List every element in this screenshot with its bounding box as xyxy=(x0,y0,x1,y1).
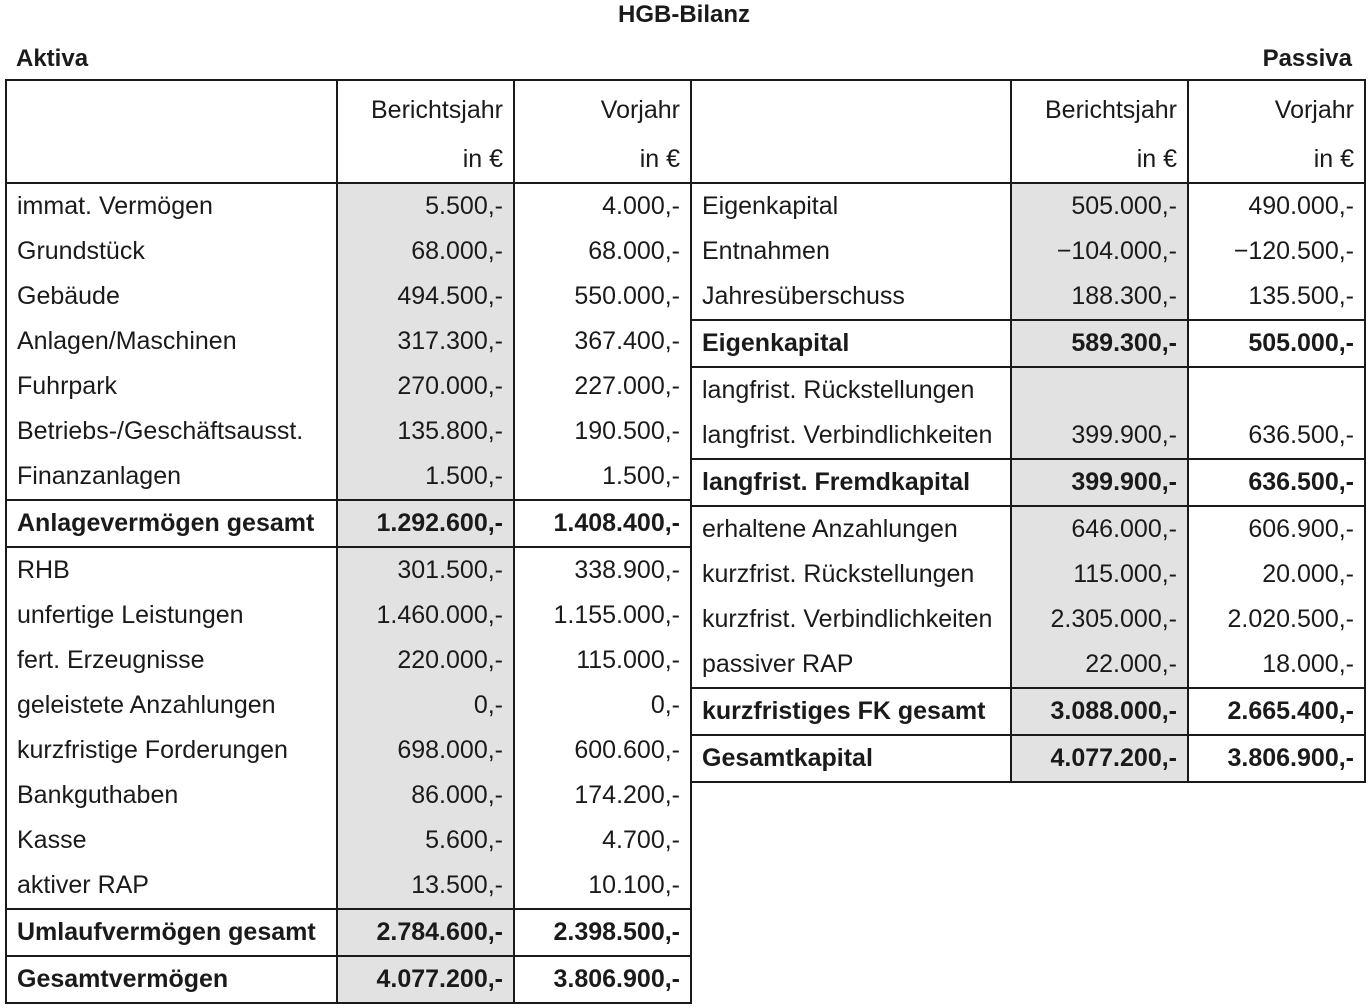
row-label: RHB xyxy=(6,547,337,593)
row-current-value: 13.500,- xyxy=(337,863,514,909)
row-label: erhaltene Anzahlungen xyxy=(691,506,1011,552)
table-row xyxy=(691,506,1365,552)
row-previous-value: 4.700,- xyxy=(514,818,691,863)
row-previous-value: −120.500,- xyxy=(1188,229,1365,274)
row-label: Bankguthaben xyxy=(6,773,337,818)
row-current-value: 1.460.000,- xyxy=(337,593,514,638)
row-current-value: 270.000,- xyxy=(337,364,514,409)
table-row xyxy=(691,367,1365,413)
row-previous-value: 505.000,- xyxy=(1188,320,1365,367)
row-previous-value: 20.000,- xyxy=(1188,552,1365,597)
row-label: Finanzanlagen xyxy=(6,454,337,500)
row-previous-value: 174.200,- xyxy=(514,773,691,818)
row-label: Eigenkapital xyxy=(691,183,1011,229)
row-current-value: 646.000,- xyxy=(1011,506,1188,552)
table-row xyxy=(6,229,691,274)
passiva-label: Passiva xyxy=(1262,45,1352,72)
row-previous-value: 18.000,- xyxy=(1188,642,1365,688)
row-label: Anlagen/Maschinen xyxy=(6,319,337,364)
row-label: kurzfrist. Rückstellungen xyxy=(691,552,1011,597)
header-current: Berichtsjahr xyxy=(1011,80,1188,136)
row-current-value: 4.077.200,- xyxy=(1011,735,1188,782)
subtotal-row xyxy=(6,500,691,547)
table-row xyxy=(691,229,1365,274)
row-label: langfrist. Rückstellungen xyxy=(691,367,1011,413)
row-current-value xyxy=(1011,367,1188,413)
row-previous-value: 2.020.500,- xyxy=(1188,597,1365,642)
row-label: fert. Erzeugnisse xyxy=(6,638,337,683)
header-blank xyxy=(691,136,1011,183)
header-blank xyxy=(6,80,337,136)
table-row xyxy=(6,183,691,229)
row-previous-value: 68.000,- xyxy=(514,229,691,274)
row-current-value: 494.500,- xyxy=(337,274,514,319)
header-previous: Vorjahr xyxy=(1188,80,1365,136)
header-unit: in € xyxy=(514,136,691,183)
row-current-value: 115.000,- xyxy=(1011,552,1188,597)
row-label: unfertige Leistungen xyxy=(6,593,337,638)
header-unit: in € xyxy=(1011,136,1188,183)
row-label: langfrist. Verbindlichkeiten xyxy=(691,413,1011,459)
table-row xyxy=(6,683,691,728)
table-row xyxy=(691,413,1365,459)
row-current-value: 5.500,- xyxy=(337,183,514,229)
row-current-value: 220.000,- xyxy=(337,638,514,683)
row-current-value: 505.000,- xyxy=(1011,183,1188,229)
row-previous-value: 367.400,- xyxy=(514,319,691,364)
row-label: immat. Vermögen xyxy=(6,183,337,229)
aktiva-table xyxy=(5,79,692,1004)
row-label: kurzfrist. Verbindlichkeiten xyxy=(691,597,1011,642)
row-label: Anlagevermögen gesamt xyxy=(6,500,337,547)
row-label: geleistete Anzahlungen xyxy=(6,683,337,728)
row-previous-value: 2.398.500,- xyxy=(514,909,691,956)
row-current-value: 4.077.200,- xyxy=(337,956,514,1003)
row-previous-value: 636.500,- xyxy=(1188,459,1365,506)
row-current-value: 188.300,- xyxy=(1011,274,1188,320)
row-label: Entnahmen xyxy=(691,229,1011,274)
row-label: Fuhrpark xyxy=(6,364,337,409)
table-row xyxy=(6,454,691,500)
header-blank xyxy=(691,80,1011,136)
table-row xyxy=(6,818,691,863)
row-label: Jahresüberschuss xyxy=(691,274,1011,320)
table-row xyxy=(691,642,1365,688)
row-previous-value: 636.500,- xyxy=(1188,413,1365,459)
row-previous-value: 3.806.900,- xyxy=(1188,735,1365,782)
row-previous-value: 10.100,- xyxy=(514,863,691,909)
subtotal-row xyxy=(691,459,1365,506)
row-label: Grundstück xyxy=(6,229,337,274)
header-unit: in € xyxy=(337,136,514,183)
row-current-value: −104.000,- xyxy=(1011,229,1188,274)
row-previous-value: 338.900,- xyxy=(514,547,691,593)
row-label: Kasse xyxy=(6,818,337,863)
row-current-value: 399.900,- xyxy=(1011,413,1188,459)
row-label: Eigenkapital xyxy=(691,320,1011,367)
table-row xyxy=(691,274,1365,320)
table-row xyxy=(691,597,1365,642)
table-row xyxy=(6,364,691,409)
subtotal-row xyxy=(6,909,691,956)
row-previous-value: 3.806.900,- xyxy=(514,956,691,1003)
subtotal-row xyxy=(691,320,1365,367)
table-row xyxy=(691,183,1365,229)
row-previous-value: 135.500,- xyxy=(1188,274,1365,320)
table-row xyxy=(6,863,691,909)
grand-total-row xyxy=(691,735,1365,782)
header-blank xyxy=(6,136,337,183)
header-unit: in € xyxy=(1188,136,1365,183)
row-label: Gesamtvermögen xyxy=(6,956,337,1003)
row-current-value: 3.088.000,- xyxy=(1011,688,1188,735)
row-label: Umlaufvermögen gesamt xyxy=(6,909,337,956)
table-row xyxy=(6,409,691,454)
row-previous-value: 0,- xyxy=(514,683,691,728)
table-row xyxy=(6,773,691,818)
aktiva-label: Aktiva xyxy=(16,45,89,72)
row-label: kurzfristige Forderungen xyxy=(6,728,337,773)
row-current-value: 317.300,- xyxy=(337,319,514,364)
header-current: Berichtsjahr xyxy=(337,80,514,136)
subtotal-row xyxy=(691,688,1365,735)
grand-total-row xyxy=(6,956,691,1003)
page-title: HGB-Bilanz xyxy=(618,1,750,28)
row-current-value: 0,- xyxy=(337,683,514,728)
row-label: Gesamtkapital xyxy=(691,735,1011,782)
row-current-value: 1.292.600,- xyxy=(337,500,514,547)
row-current-value: 5.600,- xyxy=(337,818,514,863)
row-current-value: 2.305.000,- xyxy=(1011,597,1188,642)
row-previous-value: 115.000,- xyxy=(514,638,691,683)
table-row xyxy=(691,552,1365,597)
row-previous-value: 600.600,- xyxy=(514,728,691,773)
row-label: langfrist. Fremdkapital xyxy=(691,459,1011,506)
row-previous-value: 550.000,- xyxy=(514,274,691,319)
table-row xyxy=(6,728,691,773)
row-label: Betriebs-/Geschäftsausst. xyxy=(6,409,337,454)
row-previous-value: 2.665.400,- xyxy=(1188,688,1365,735)
row-current-value: 698.000,- xyxy=(337,728,514,773)
header-previous: Vorjahr xyxy=(514,80,691,136)
row-current-value: 86.000,- xyxy=(337,773,514,818)
row-previous-value xyxy=(1188,367,1365,413)
row-previous-value: 190.500,- xyxy=(514,409,691,454)
table-row xyxy=(6,547,691,593)
row-label: passiver RAP xyxy=(691,642,1011,688)
row-current-value: 399.900,- xyxy=(1011,459,1188,506)
row-current-value: 68.000,- xyxy=(337,229,514,274)
table-row xyxy=(6,593,691,638)
row-previous-value: 1.500,- xyxy=(514,454,691,500)
row-current-value: 22.000,- xyxy=(1011,642,1188,688)
row-previous-value: 1.408.400,- xyxy=(514,500,691,547)
table-row xyxy=(6,274,691,319)
row-current-value: 301.500,- xyxy=(337,547,514,593)
row-label: aktiver RAP xyxy=(6,863,337,909)
row-previous-value: 4.000,- xyxy=(514,183,691,229)
table-row xyxy=(6,319,691,364)
row-previous-value: 1.155.000,- xyxy=(514,593,691,638)
row-label: kurzfristiges FK gesamt xyxy=(691,688,1011,735)
row-previous-value: 490.000,- xyxy=(1188,183,1365,229)
row-current-value: 2.784.600,- xyxy=(337,909,514,956)
row-current-value: 1.500,- xyxy=(337,454,514,500)
row-previous-value: 227.000,- xyxy=(514,364,691,409)
row-current-value: 135.800,- xyxy=(337,409,514,454)
row-label: Gebäude xyxy=(6,274,337,319)
row-previous-value: 606.900,- xyxy=(1188,506,1365,552)
row-current-value: 589.300,- xyxy=(1011,320,1188,367)
passiva-table xyxy=(690,79,1366,783)
table-row xyxy=(6,638,691,683)
